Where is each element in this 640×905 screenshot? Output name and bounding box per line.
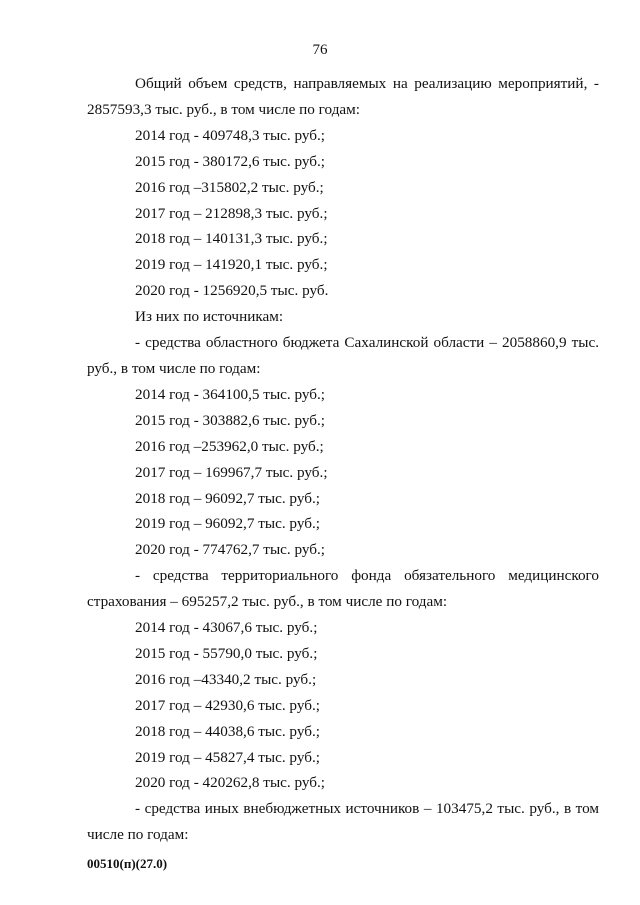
insurance-year-2015: 2015 год - 55790,0 тыс. руб.; [135,644,318,662]
regional-year-2019: 2019 год – 96092,7 тыс. руб.; [135,515,320,533]
regional-year-2017: 2017 год – 169967,7 тыс. руб.; [135,463,328,481]
regional-year-2018: 2018 год – 96092,7 тыс. руб.; [135,489,320,507]
intro-year-2017: 2017 год – 212898,3 тыс. руб.; [135,204,328,222]
sources-heading: Из них по источникам: [135,308,284,326]
intro-year-2018: 2018 год – 140131,3 тыс. руб.; [135,230,328,248]
intro-year-2014: 2014 год - 409748,3 тыс. руб.; [135,126,326,144]
document-body [87,71,599,848]
insurance-year-2017: 2017 год – 42930,6 тыс. руб.; [135,696,320,714]
regional-budget-year-list [87,382,599,563]
other-sources-paragraph: - средства иных внебюджетных источников – 103475,2 тыс. руб., в том числе по годам: [87,800,599,844]
intro-year-2020: 2020 год - 1256920,5 тыс. руб. [135,282,329,300]
regional-year-2015: 2015 год - 303882,6 тыс. руб.; [135,411,326,429]
insurance-fund-year-list [87,615,599,796]
insurance-year-2019: 2019 год – 45827,4 тыс. руб.; [135,748,320,766]
page-number: 76 [312,42,328,58]
intro-year-2019: 2019 год – 141920,1 тыс. руб.; [135,256,328,274]
intro-year-list [87,123,599,304]
insurance-year-2016: 2016 год –43340,2 тыс. руб.; [135,670,317,688]
intro-year-2015: 2015 год - 380172,6 тыс. руб.; [135,152,326,170]
insurance-year-2014: 2014 год - 43067,6 тыс. руб.; [135,619,318,637]
insurance-year-2018: 2018 год – 44038,6 тыс. руб.; [135,722,320,740]
regional-year-2014: 2014 год - 364100,5 тыс. руб.; [135,385,326,403]
intro-year-2016: 2016 год –315802,2 тыс. руб.; [135,178,324,196]
regional-year-2016: 2016 год –253962,0 тыс. руб.; [135,437,324,455]
regional-budget-paragraph: - средства областного бюджета Сахалинской области – 2058860,9 тыс. руб., в том числе по годам: [87,334,599,377]
insurance-year-2020: 2020 год - 420262,8 тыс. руб.; [135,774,326,792]
document-code: 00510(п)(27.0) [87,856,168,871]
intro-paragraph: Общий объем средств, направляемых на реализацию мероприятий, - 2857593,3 тыс. руб., в том числе по годам: [87,75,599,118]
insurance-fund-paragraph: - средства территориального фонда обязательного медицинского страхования – 695257,2 тыс. руб., в том числе по годам: [87,567,599,611]
regional-year-2020: 2020 год - 774762,7 тыс. руб.; [135,541,326,559]
